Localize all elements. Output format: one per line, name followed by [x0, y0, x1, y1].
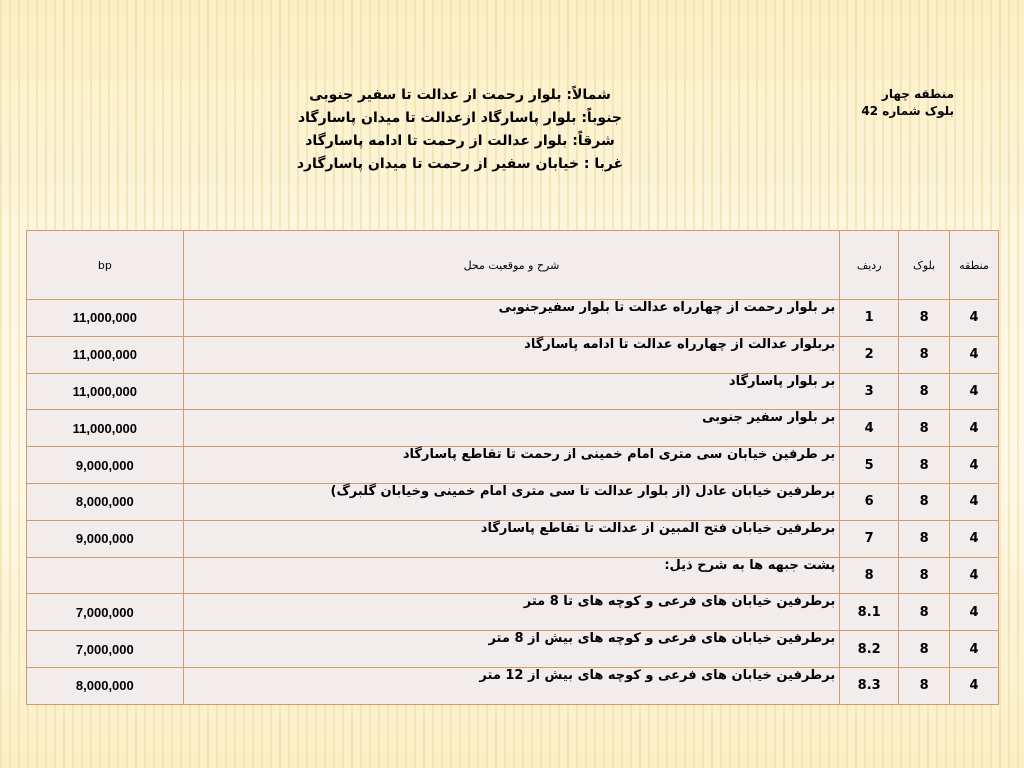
cell-block: 8: [899, 373, 950, 410]
cell-price: 11,000,000: [27, 336, 184, 373]
cell-region: 4: [950, 520, 999, 557]
cell-description: بربلوار عدالت از چهارراه عدالت تا ادامه پاسارگاد: [183, 336, 840, 373]
cell-region: 4: [950, 557, 999, 594]
cell-description: بر بلوار پاسارگاد: [183, 373, 840, 410]
cell-region: 4: [950, 447, 999, 484]
cell-description: برطرفین خیابان های فرعی و کوچه های بیش از 12 متر: [183, 667, 840, 704]
cell-description: برطرفین خیابان های فرعی و کوچه های بیش از 8 متر: [183, 631, 840, 668]
table-row: [27, 336, 999, 373]
header-description: شرح و موقعیت محل: [183, 231, 840, 300]
cell-description: برطرفین خیابان عادل (از بلوار عدالت تا سی متری امام خمینی وخیابان گلبرگ): [183, 483, 840, 520]
cell-block: 8: [899, 336, 950, 373]
cell-row-number: 8.3: [840, 667, 899, 704]
table-row: [27, 373, 999, 410]
table-header-row: [27, 231, 999, 300]
cell-row-number: 1: [840, 300, 899, 337]
cell-block: 8: [899, 557, 950, 594]
boundary-north: شمالاً: بلوار رحمت از عدالت تا سفیر جنوبی: [309, 87, 611, 103]
cell-price: 9,000,000: [27, 447, 184, 484]
cell-block: 8: [899, 410, 950, 447]
block-boundaries: [250, 84, 670, 176]
table-row: [27, 520, 999, 557]
table-row: [27, 594, 999, 631]
cell-region: 4: [950, 483, 999, 520]
cell-row-number: 7: [840, 520, 899, 557]
cell-price: 11,000,000: [27, 373, 184, 410]
cell-row-number: 8: [840, 557, 899, 594]
table-row: [27, 667, 999, 704]
cell-price: 11,000,000: [27, 410, 184, 447]
table-header: [27, 231, 999, 300]
cell-description: برطرفین خیابان فتح المبین از عدالت تا تقاطع پاسارگاد: [183, 520, 840, 557]
cell-description: بر بلوار رحمت از چهارراه عدالت تا بلوار سفیرجنوبی: [183, 300, 840, 337]
cell-description: بر بلوار سفیر جنوبی: [183, 410, 840, 447]
table-row: [27, 557, 999, 594]
cell-region: 4: [950, 631, 999, 668]
header-block: بلوک: [899, 231, 950, 300]
table-body: [27, 300, 999, 705]
header-region: منطقه: [950, 231, 999, 300]
cell-price: 11,000,000: [27, 300, 184, 337]
table-row: [27, 410, 999, 447]
cell-row-number: 2: [840, 336, 899, 373]
cell-price: 9,000,000: [27, 520, 184, 557]
cell-row-number: 8.1: [840, 594, 899, 631]
cell-row-number: 8.2: [840, 631, 899, 668]
cell-region: 4: [950, 594, 999, 631]
cell-description: پشت جبهه ها به شرح ذیل:: [183, 557, 840, 594]
cell-row-number: 4: [840, 410, 899, 447]
boundary-south: جنوباً: بلوار پاسارگاد ازعدالت تا میدان پاسارگاد: [297, 110, 623, 126]
block-number: بلوک شماره 42: [861, 104, 954, 118]
cell-block: 8: [899, 520, 950, 557]
cell-price: 8,000,000: [27, 667, 184, 704]
cell-description: برطرفین خیابان های فرعی و کوچه های تا 8 متر: [183, 594, 840, 631]
cell-block: 8: [899, 447, 950, 484]
cell-block: 8: [899, 631, 950, 668]
header-row-number: ردیف: [840, 231, 899, 300]
cell-price: 7,000,000: [27, 594, 184, 631]
cell-block: 8: [899, 483, 950, 520]
header-price: bp: [27, 231, 184, 300]
cell-block: 8: [899, 667, 950, 704]
table-row: [27, 631, 999, 668]
boundary-east: شرقاً: بلوار عدالت از رحمت تا ادامه پاسارگاد: [305, 133, 615, 149]
cell-region: 4: [950, 373, 999, 410]
region-title: منطقه چهار: [881, 87, 954, 101]
region-block-header: [804, 86, 954, 120]
cell-region: 4: [950, 300, 999, 337]
cell-region: 4: [950, 410, 999, 447]
table-row: [27, 447, 999, 484]
cell-price: [27, 557, 184, 594]
cell-row-number: 5: [840, 447, 899, 484]
cell-block: 8: [899, 594, 950, 631]
table-row: [27, 300, 999, 337]
cell-row-number: 6: [840, 483, 899, 520]
price-table: [26, 230, 999, 705]
cell-description: بر طرفین خیابان سی متری امام خمینی از رحمت تا تقاطع پاسارگاد: [183, 447, 840, 484]
table-row: [27, 483, 999, 520]
cell-price: 7,000,000: [27, 631, 184, 668]
cell-price: 8,000,000: [27, 483, 184, 520]
cell-row-number: 3: [840, 373, 899, 410]
cell-block: 8: [899, 300, 950, 337]
boundary-west: غربا : خیابان سفیر از رحمت تا میدان پاسارگارد: [296, 156, 624, 172]
cell-region: 4: [950, 667, 999, 704]
cell-region: 4: [950, 336, 999, 373]
